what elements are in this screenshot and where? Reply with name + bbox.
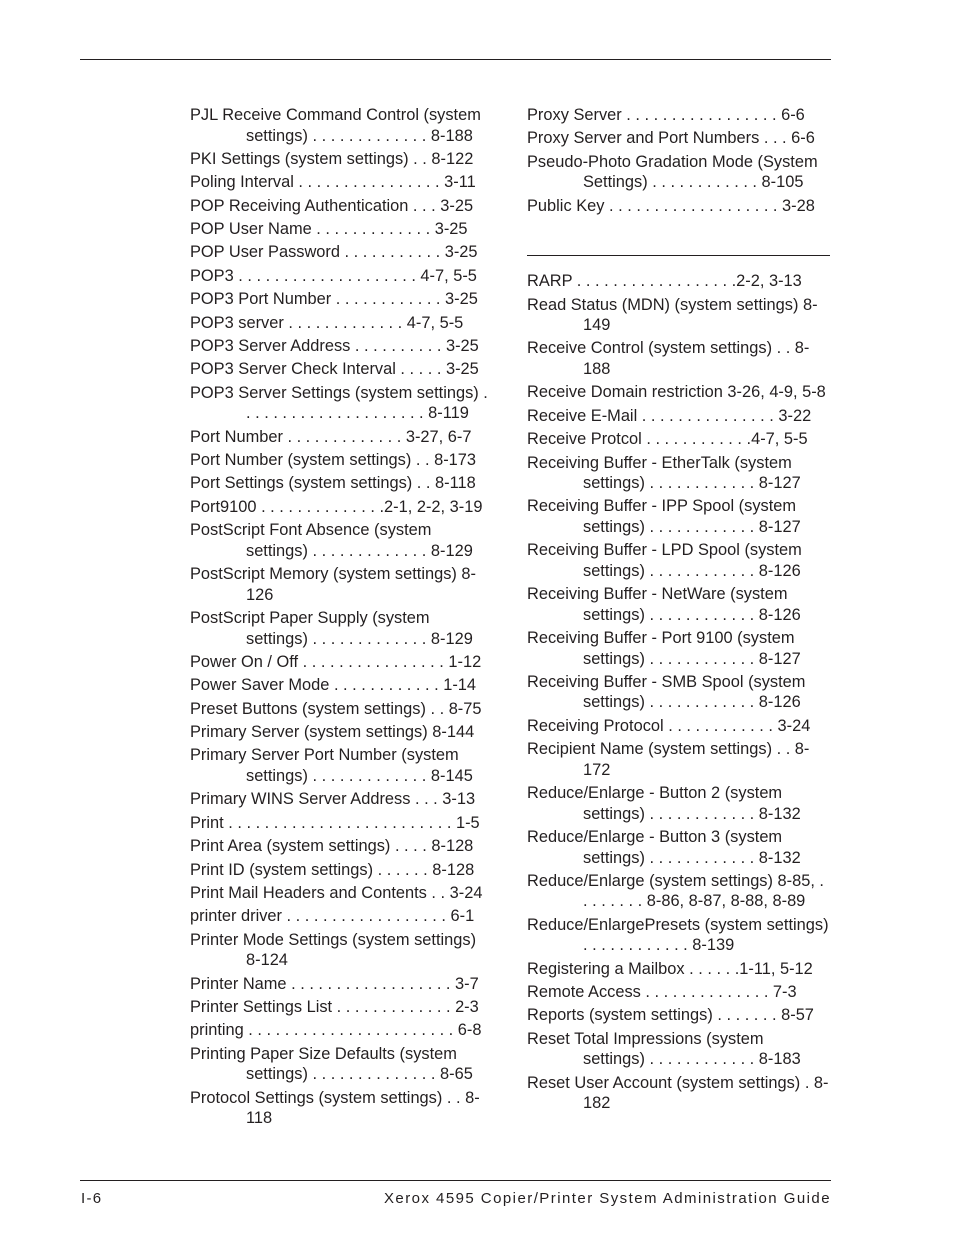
index-entry: Receiving Buffer - NetWare (system settings) . . . . . . . . . . . . 8-126	[527, 585, 801, 624]
index-entry: Proxy Server . . . . . . . . . . . . . . . . . 6-6	[527, 106, 805, 124]
index-entry: Pseudo-Photo Gradation Mode (System Settings) . . . . . . . . . . . . 8-105	[527, 152, 818, 192]
index-entry: Reset User Account (system settings) . 8-182	[527, 1073, 829, 1113]
index-entry: Printer Name . . . . . . . . . . . . . . . . . . 3-7	[190, 974, 479, 993]
index-entry: Reduce/Enlarge (system settings) 8-85, . . . . . . . . 8-86, 8-87, 8-88, 8-89	[527, 871, 824, 911]
index-entry: POP3 server . . . . . . . . . . . . . 4-7, 5-5	[190, 313, 464, 332]
index-entry: POP User Name . . . . . . . . . . . . . 3-25	[190, 220, 468, 239]
index-entry: RARP . . . . . . . . . . . . . . . . . .2-2, 3-13	[527, 272, 802, 291]
index-entry: Protocol Settings (system settings) . . 8-118	[190, 1088, 480, 1128]
index-entry: Print Area (system settings) . . . . 8-128	[190, 837, 474, 856]
index-entry: Receiving Protocol . . . . . . . . . . . . 3-24	[527, 716, 811, 735]
index-entry: PostScript Paper Supply (system settings) . . . . . . . . . . . . . 8-129	[190, 609, 473, 648]
footer-rule	[80, 1180, 831, 1181]
index-entry: Receiving Buffer - LPD Spool (system settings) . . . . . . . . . . . . 8-126	[527, 541, 802, 580]
index-entry: Primary Server Port Number (system settings) . . . . . . . . . . . . . 8-145	[190, 746, 473, 785]
index-entry: PJL Receive Command Control (system settings) . . . . . . . . . . . . . 8-188	[190, 106, 481, 145]
index-entry: Poling Interval . . . . . . . . . . . . . . . . 3-11	[190, 173, 476, 192]
index-section-p	[527, 105, 830, 216]
index-entry: Public Key . . . . . . . . . . . . . . . . . . . 3-28	[527, 196, 815, 215]
index-entry: POP3 Server Settings (system settings) . . . . . . . . . . . . . . . . . . . . . 8-119	[190, 383, 488, 423]
index-entry: Port9100 . . . . . . . . . . . . . .2-1, 2-2, 3-19	[190, 497, 483, 516]
section-divider	[527, 255, 830, 256]
index-entry: Preset Buttons (system settings) . . 8-75	[190, 699, 482, 718]
index-entry: Port Settings (system settings) . . 8-118	[190, 474, 476, 493]
index-entry: POP3 Server Check Interval . . . . . 3-25	[190, 360, 479, 379]
index-entry: Registering a Mailbox . . . . . .1-11, 5-12	[527, 959, 813, 978]
index-entry: Receiving Buffer - Port 9100 (system settings) . . . . . . . . . . . . 8-127	[527, 629, 801, 668]
index-entry: Printer Settings List . . . . . . . . . . . . . 2-3	[190, 998, 479, 1016]
index-entry: PostScript Font Absence (system settings) . . . . . . . . . . . . . 8-129	[190, 521, 473, 560]
index-entry: POP3 Server Address . . . . . . . . . . 3-25	[190, 337, 479, 356]
index-entry: Primary WINS Server Address . . . 3-13	[190, 790, 476, 809]
index-entry: POP3 Port Number . . . . . . . . . . . . 3-25	[190, 290, 478, 309]
index-entry: Read Status (MDN) (system settings) 8-149	[527, 295, 818, 335]
index-entry: Receiving Buffer - EtherTalk (system settings) . . . . . . . . . . . . 8-127	[527, 453, 801, 493]
header-rule	[80, 59, 831, 60]
index-entry: Receive Protcol . . . . . . . . . . . .4-7, 5-5	[527, 430, 808, 449]
index-entry: PKI Settings (system settings) . . 8-122	[190, 149, 474, 168]
index-entry: Receive E-Mail . . . . . . . . . . . . . . . 3-22	[527, 406, 812, 425]
index-entry: Remote Access . . . . . . . . . . . . . . 7-3	[527, 983, 797, 1002]
index-entry: Receive Control (system settings) . . 8-188	[527, 339, 810, 378]
index-entry: Print . . . . . . . . . . . . . . . . . . . . . . . . . 1-5	[190, 813, 480, 832]
index-entry: Printing Paper Size Defaults (system settings) . . . . . . . . . . . . . . 8-65	[190, 1044, 473, 1084]
index-entry: PostScript Memory (system settings) 8-126	[190, 565, 476, 604]
index-entry: Recipient Name (system settings) . . 8-172	[527, 740, 810, 779]
index-entry: Reset Total Impressions (system settings) . . . . . . . . . . . . 8-183	[527, 1029, 801, 1069]
index-entry: POP Receiving Authentication . . . 3-25	[190, 196, 474, 215]
index-entry: Reduce/Enlarge - Button 3 (system settings) . . . . . . . . . . . . 8-132	[527, 828, 801, 867]
guide-title: Xerox 4595 Copier/Printer System Administration Guide	[383, 1190, 831, 1207]
index-section-r	[527, 271, 830, 1114]
index-entry: Reduce/Enlarge - Button 2 (system settings) . . . . . . . . . . . . 8-132	[527, 784, 801, 823]
index-entry: Receive Domain restriction 3-26, 4-9, 5-8	[527, 383, 826, 402]
index-entry: printer driver . . . . . . . . . . . . . . . . . . 6-1	[190, 907, 475, 926]
index-column-left	[190, 105, 493, 1132]
index-entry: Print ID (system settings) . . . . . . 8-128	[190, 860, 475, 879]
index-entry: Port Number (system settings) . . 8-173	[190, 451, 477, 470]
index-entry: Print Mail Headers and Contents . . 3-24	[190, 883, 483, 902]
index-entry: Power Saver Mode . . . . . . . . . . . . 1-14	[190, 676, 477, 695]
index-entry: Proxy Server and Port Numbers . . . 6-6	[527, 129, 815, 148]
index-entry: printing . . . . . . . . . . . . . . . . . . . . . . . 6-8	[190, 1021, 482, 1040]
index-entry: Receiving Buffer - IPP Spool (system settings) . . . . . . . . . . . . 8-127	[527, 497, 801, 536]
index-entry: Printer Mode Settings (system settings) 8-124	[190, 930, 477, 970]
page-number: I-6	[81, 1190, 103, 1207]
index-entry: POP User Password . . . . . . . . . . . 3-25	[190, 243, 478, 262]
index-entry: Receiving Buffer - SMB Spool (system settings) . . . . . . . . . . . . 8-126	[527, 672, 806, 712]
index-entry: POP3 . . . . . . . . . . . . . . . . . . . . 4-7, 5-5	[190, 266, 477, 285]
index-column-right	[527, 105, 830, 1117]
index-entry: Reports (system settings) . . . . . . . 8-57	[527, 1006, 814, 1025]
index-entry: Primary Server (system settings) 8-144	[190, 723, 475, 742]
index-entry: Reduce/EnlargePresets (system settings) . . . . . . . . . . . . 8-139	[527, 915, 829, 955]
index-entry: Power On / Off . . . . . . . . . . . . . . . . 1-12	[190, 652, 482, 671]
index-entry: Port Number . . . . . . . . . . . . . 3-27, 6-7	[190, 427, 472, 446]
